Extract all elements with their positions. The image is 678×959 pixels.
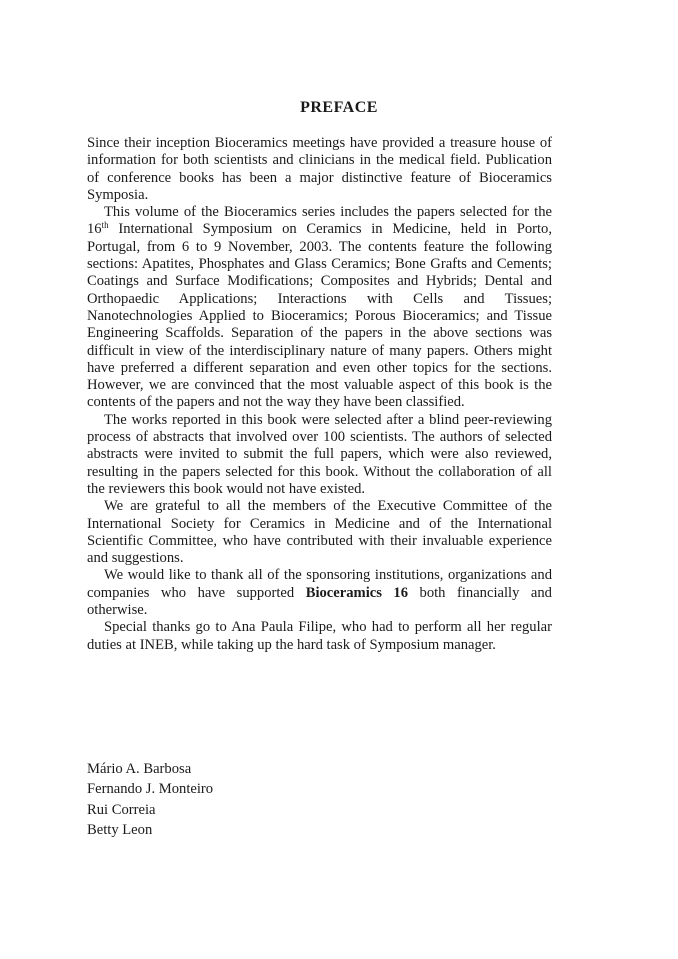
paragraph-3: The works reported in this book were selected after a blind peer-reviewing process of abstracts that involved over 100 scientists. The authors of selected abstracts were invited to submit the full papers, which were also reviewed, resulting in the papers selected for this book. Without the collaboration of all the reviewers this book would not have existed. (87, 411, 552, 497)
paragraph-2: This volume of the Bioceramics series includes the papers selected for the 16th International Symposium on Ceramics in Medicine, held in Porto, Portugal, from 6 to 9 November, 2003. The contents feature the following sections: Apatites, Phosphates and Glass Ceramics; Bone Grafts and Cements; Coatings and Surface Modifications; Composites and Hybrids; Dental and Orthopaedic Applications; Interactions with Cells and Tissues; Nanotechnologies Applied to Bioceramics; Porous Bioceramics; and Tissue Engineering Scaffolds. Separation of the papers in the above sections was difficult in view of the interdisciplinary nature of many papers. Others might have preferred a different separation and even other topics for the sections. However, we are convinced that the most valuable aspect of this book is the contents of the papers and not the way they have been classified. (87, 204, 552, 411)
signature-block (87, 759, 213, 840)
paragraph-6: Special thanks go to Ana Paula Filipe, who had to perform all her regular duties at INEB, while taking up the hard task of Symposium manager. (87, 619, 552, 653)
book-title-bold: Bioceramics 16 (305, 584, 409, 601)
preface-body (87, 135, 552, 654)
signatory-name: Mário A. Barbosa (87, 761, 192, 777)
paragraph-5: We would like to thank all of the sponsoring institutions, organizations and companies who have supported Bioceramics 16 both financially and otherwise. (87, 567, 552, 619)
signatory-name: Betty Leon (87, 821, 153, 838)
page-title: PREFACE (300, 99, 378, 116)
paragraph-1: Since their inception Bioceramics meetings have provided a treasure house of information for both scientists and clinicians in the medical field. Publication of conference books has been a major distinctive feature of Bioceramics Symposia. (87, 135, 552, 203)
ordinal-superscript: th (101, 220, 109, 231)
signatory-name: Fernando J. Monteiro (87, 781, 214, 798)
signatory-name: Rui Correia (87, 801, 156, 818)
paragraph-4: We are grateful to all the members of the Executive Committee of the International Society for Ceramics in Medicine and of the International Scientific Committee, who have contributed with their invaluable experience and suggestions. (87, 498, 552, 567)
